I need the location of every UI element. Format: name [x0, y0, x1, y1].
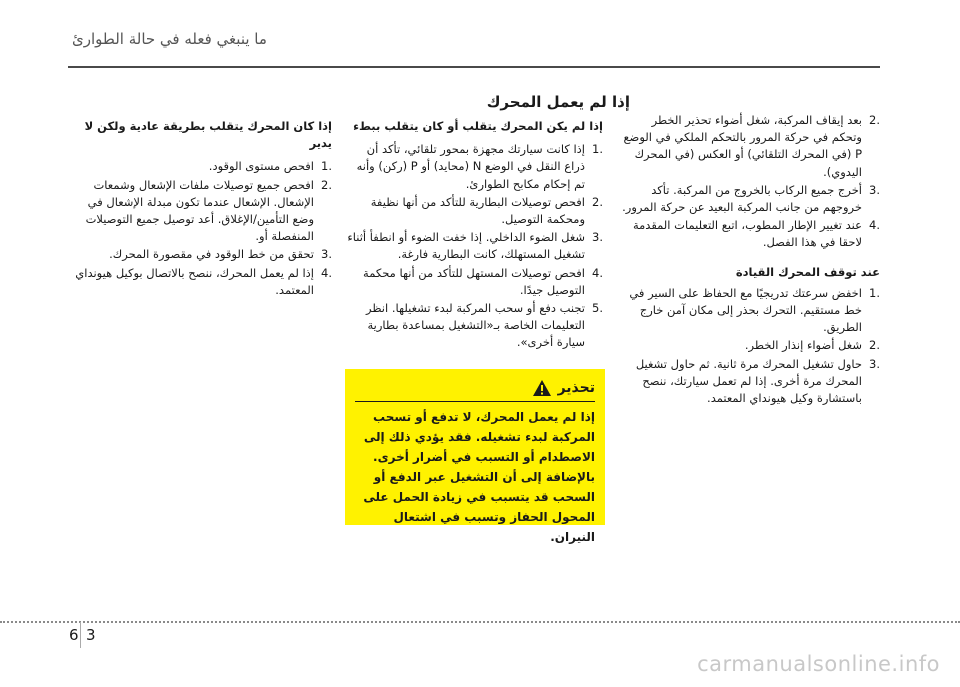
page-chapter-number: 6: [69, 626, 79, 644]
warning-box: [345, 369, 605, 544]
page-number-separator: [80, 622, 81, 648]
list-item-text: افحص توصيلات المستهل للتأكد من أنها محكمة التوصيل جيدًا.: [363, 265, 585, 297]
page-number: 3: [86, 626, 96, 644]
list-item: .2 افحص جميع توصيلات ملفات الإشعال وشمعات الإشعال. الإشعال عندما تكون مبدلة الإشعال في وضع التأمين/الإغلاق. أعد توصيل جميع التوصيلات المنفصلة أو.: [85, 177, 332, 244]
list-item-text: شغل أضواء إنذار الخطر.: [744, 338, 862, 353]
warning-text: إذا لم يعمل المحرك، لا تدفع أو تسحب المركبة لبدء تشغيله. فقد يؤدي ذلك إلى الاصطدام أو التسبب في أضرار أخرى. بالإضافة إلى أن التشغيل عبر الدفع أو السحب قد يتسبب في زيادة الحمل على المحول الحفاز وتسبب في اشتعال النيران.: [363, 410, 595, 544]
list-item: .4 إذا لم يعمل المحرك، ننصح بالاتصال بوكيل هيونداي المعتمد.: [75, 265, 332, 297]
list-item-text: افحص مستوى الوقود.: [208, 159, 314, 174]
list-item-text: تجنب دفع أو سحب المركبة لبدء تشغيلها. انظر التعليمات الخاصة بـ«التشغيل بمساعدة بطارية سيارة أخرى».: [366, 301, 585, 350]
list-item-text: إذا لم يعمل المحرك، ننصح بالاتصال بوكيل هيونداي المعتمد.: [75, 265, 314, 297]
list-item-text: افحص جميع توصيلات ملفات الإشعال وشمعات الإشعال. الإشعال عندما تكون مبدلة الإشعال في وضع التأمين/الإغلاق. أعد توصيل جميع التوصيلات المنفصلة أو.: [85, 177, 314, 244]
middle-lead: إذا لم يكن المحرك يتقلب أو كان يتقلب ببطء: [353, 119, 603, 133]
warning-title: تحذير: [557, 380, 595, 396]
list-item-text: افحص توصيلات البطارية للتأكد من أنها نظيفة ومحكمة التوصيل.: [370, 194, 585, 227]
header-title: ما ينبغي فعله في حالة الطوارئ: [72, 30, 267, 48]
list-item: .1 اخفض سرعتك تدريجيًا مع الحفاظ على السير في خط مستقيم. التحرك بحذر إلى مكان آمن خارج الطريق.: [629, 285, 880, 335]
left-lead: إذا كان المحرك يتقلب بطريقة عادية ولكن لا يدير: [84, 119, 332, 151]
warning-triangle-icon: [532, 379, 552, 397]
list-item: .2 افحص توصيلات البطارية للتأكد من أنها نظيفة ومحكمة التوصيل.: [370, 194, 603, 227]
left-column: [68, 118, 332, 300]
list-item: .2 بعد إيقاف المركبة، شغل أضواء تحذير الخطر وتحكم في حركة المرور بالتحكم الملكي في الوضع P (في المحرك التلقائي) أو العكس (في المحرك اليدوي).: [623, 113, 880, 179]
list-item: .5 تجنب دفع أو سحب المركبة لبدء تشغيلها. انظر التعليمات الخاصة بـ«التشغيل بمساعدة بطارية سيارة أخرى».: [366, 301, 603, 350]
list-item: .4 عند تغيير الإطار المطوب، اتبع التعليمات المقدمة لاحقا في هذا الفصل.: [632, 218, 880, 250]
list-item-text: شغل الضوء الداخلي. إذا خفت الضوء أو انطفأ أثناء تشغيل المستهلك، كانت البطارية فارغة.: [347, 230, 585, 262]
list-item: .3 تحقق من خط الوقود في مقصورة المحرك.: [109, 247, 332, 262]
list-item-text: بعد إيقاف المركبة، شغل أضواء تحذير الخطر وتحكم في حركة المرور بالتحكم الملكي في الوضع P (في المحرك التلقائي) أو العكس (في المحرك اليدوي).: [623, 113, 862, 179]
list-item-text: حاول تشغيل المحرك مرة ثانية. ثم حاول تشغيل المحرك مرة أخرى. إذا لم تعمل سيارتك، ننصح باستشارة وكيل هيونداي المعتمد.: [635, 356, 862, 406]
list-item: .3 أخرج جميع الركاب بالخروج من المركبة. تأكد خروجهم من جانب المركبة البعيد عن حركة المرور.: [622, 182, 880, 215]
list-item: .3 حاول تشغيل المحرك مرة ثانية. ثم حاول تشغيل المحرك مرة أخرى. إذا لم تعمل سيارتك، ننصح باستشارة وكيل هيونداي المعتمد.: [635, 356, 880, 406]
list-item-text: أخرج جميع الركاب بالخروج من المركبة. تأكد خروجهم من جانب المركبة البعيد عن حركة المرور.: [622, 182, 862, 215]
list-item-text: اخفض سرعتك تدريجيًا مع الحفاظ على السير في خط مستقيم. التحرك بحذر إلى مكان آمن خارج الطريق.: [629, 285, 862, 335]
section-title: إذا لم يعمل المحرك: [486, 93, 630, 111]
list-item: .4 افحص توصيلات المستهل للتأكد من أنها محكمة التوصيل جيدًا.: [363, 265, 603, 297]
warning-header: [355, 379, 595, 402]
list-item-text: إذا كانت سيارتك مجهزة بمحور تلقائي، تأكد أن ذراع النقل في الوضع N (محايد) أو P (ركن) وأنه تم إحكام مكابح الطوارئ.: [356, 142, 585, 191]
list-item: .1 افحص مستوى الوقود.: [208, 159, 332, 174]
footer-divider: [0, 621, 960, 623]
right-column: [618, 112, 880, 408]
list-item: .3 شغل الضوء الداخلي. إذا خفت الضوء أو انطفأ أثناء تشغيل المستهلك، كانت البطارية فارغة.: [347, 230, 603, 262]
watermark: carmanualsonline.info: [697, 652, 940, 676]
middle-column: [345, 118, 603, 353]
list-item: .2 شغل أضواء إنذار الخطر.: [744, 338, 880, 353]
list-item-text: تحقق من خط الوقود في مقصورة المحرك.: [109, 247, 314, 262]
list-item: .1 إذا كانت سيارتك مجهزة بمحور تلقائي، تأكد أن ذراع النقل في الوضع N (محايد) أو P (ركن) وأنه تم إحكام مكابح الطوارئ.: [356, 142, 603, 191]
header-divider: [68, 66, 880, 68]
subheading: عند توقف المحرك القيادة: [735, 264, 880, 279]
list-item-text: عند تغيير الإطار المطوب، اتبع التعليمات المقدمة لاحقا في هذا الفصل.: [632, 218, 862, 250]
